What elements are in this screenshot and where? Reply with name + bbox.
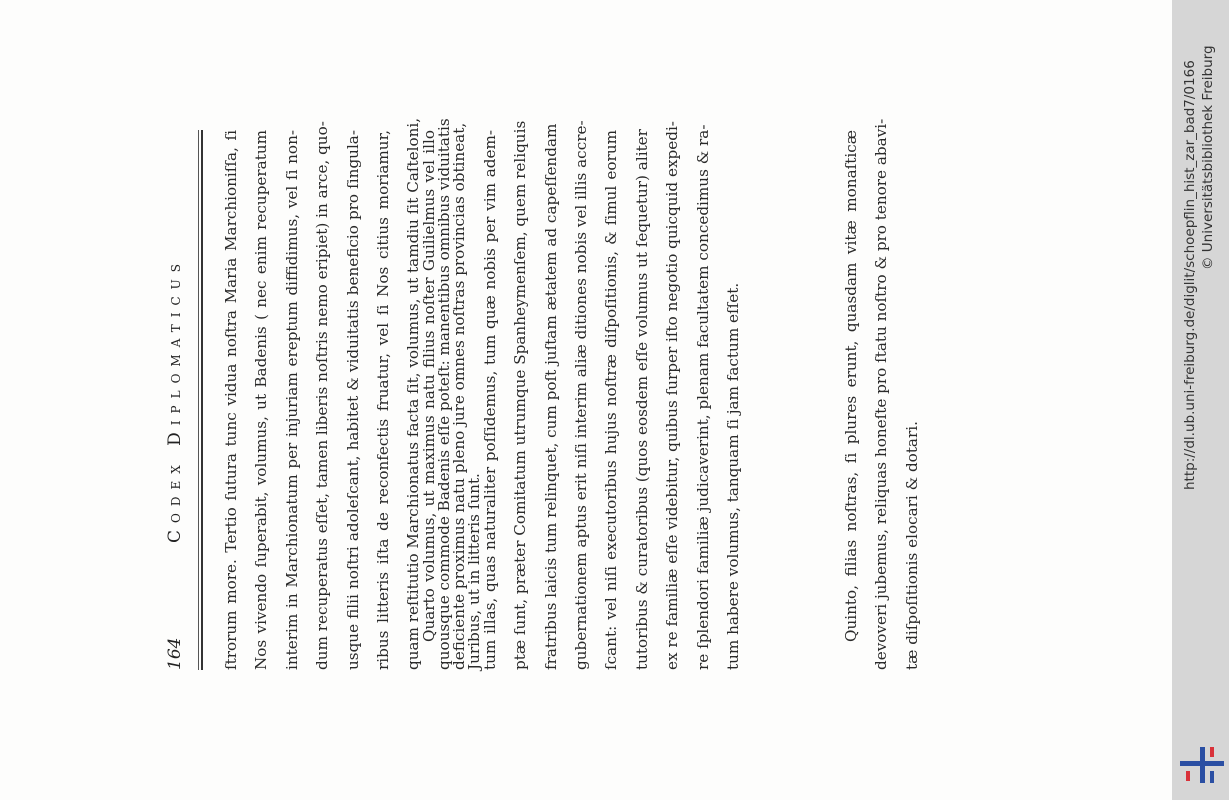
sidebar-text (1172, 0, 1229, 800)
paragraph-quarto (414, 118, 748, 670)
paragraph-quinto (836, 118, 927, 670)
text-line: Nos vivendo ſuperabit, volumus, ut Badenis ( nec enim recuperatum (252, 130, 271, 670)
text-line: ptæ ſunt, præter Comitatum utrumque Spanheymenſem, quem reliquis (511, 120, 530, 670)
page-header (165, 130, 195, 670)
text-line: ex re familiæ eſſe videbitur, quibus ſurper iſto negotio quicquid expedi- (663, 121, 682, 670)
text-line: Juribus, ut in litteris ſunt. (465, 473, 484, 670)
text-line: usque filii noſtri adoleſcant, habitet & viduitatis beneficio pro ſingula- (343, 130, 362, 670)
text-line: interim in Marchionatum per injuriam ereptum diffidimus, vel ſi non- (282, 130, 301, 670)
page-number: 164 (165, 637, 185, 670)
text-line: dum recuperatus eſſet, tamen liberis noſtris nemo eripiet) in arce, quo- (313, 121, 332, 670)
header-rule (198, 130, 199, 670)
text-line: tutoribus & curatoribus (quos eosdem eſſe volumus ut ſequetur) aliter (632, 129, 651, 670)
viewer-sidebar (1172, 0, 1229, 800)
text-line: tum illas, quas naturaliter poſſidemus, tum quæ nobis per vim adem- (480, 130, 499, 670)
text-line: ſtrorum more. Tertio ſutura tunc vidua noſtra Maria Marchioniſſa, ſi (222, 130, 240, 670)
text-line: Quarto volumus, ut maximus natu filius noſter Guilielmus vel illo (420, 130, 438, 642)
source-url-link[interactable]: http://dl.ub.uni-freiburg.de/diglit/schoepflin_hist_zar_bad7/0166 (1182, 60, 1198, 490)
text-line: ſcant: vel niſi executoribus hujus noſtræ diſpoſitionis, & ſimul eorum (602, 130, 621, 670)
text-line: deficiente proximus natu pleno jure omnes noſtras provincias obtineat, (450, 122, 469, 670)
running-title: Codex Diplomaticus (165, 257, 185, 543)
text-line: gubernationem aptus erit niſi interim aliæ ditiones nobis vel illis accre- (571, 120, 590, 670)
text-line: re ſplendori familiæ judicaverint, plenam facultatem concedimus & ra- (693, 124, 712, 670)
copyright-notice: © Universitätsbibliothek Freiburg (1200, 45, 1216, 270)
text-line: tæ diſpoſitionis elocari & dotari. (902, 421, 921, 670)
text-line: Quinto, filias noſtras, ſi plures erunt, quasdam vitæ monaſticæ (842, 130, 860, 642)
header-rule-thick (201, 130, 203, 670)
text-line: tum habere volumus, tanquam ſi jam factum eſſet. (723, 282, 742, 670)
text-line: devoveri jubemus, reliquas honeſte pro ſtatu noſtro & pro tenore abavi- (872, 118, 891, 670)
text-line: quam reſtitutio Marchionatus facta ſit, volumus, ut tamdiu ſit Caſteloni, (404, 117, 423, 670)
text-line: ribus litteris iſta de reconfectis fruatur, vel ſi Nos citius moriamur, (373, 130, 392, 670)
text-line: quousque commode Badenis eſſe poteſt: manentibus omnibus viduitatis (434, 118, 453, 670)
text-line: fratribus laicis tum relinquet, cum poſt juſtam ætatem ad capeſſendam (541, 123, 560, 670)
library-logo-icon (1180, 745, 1224, 785)
